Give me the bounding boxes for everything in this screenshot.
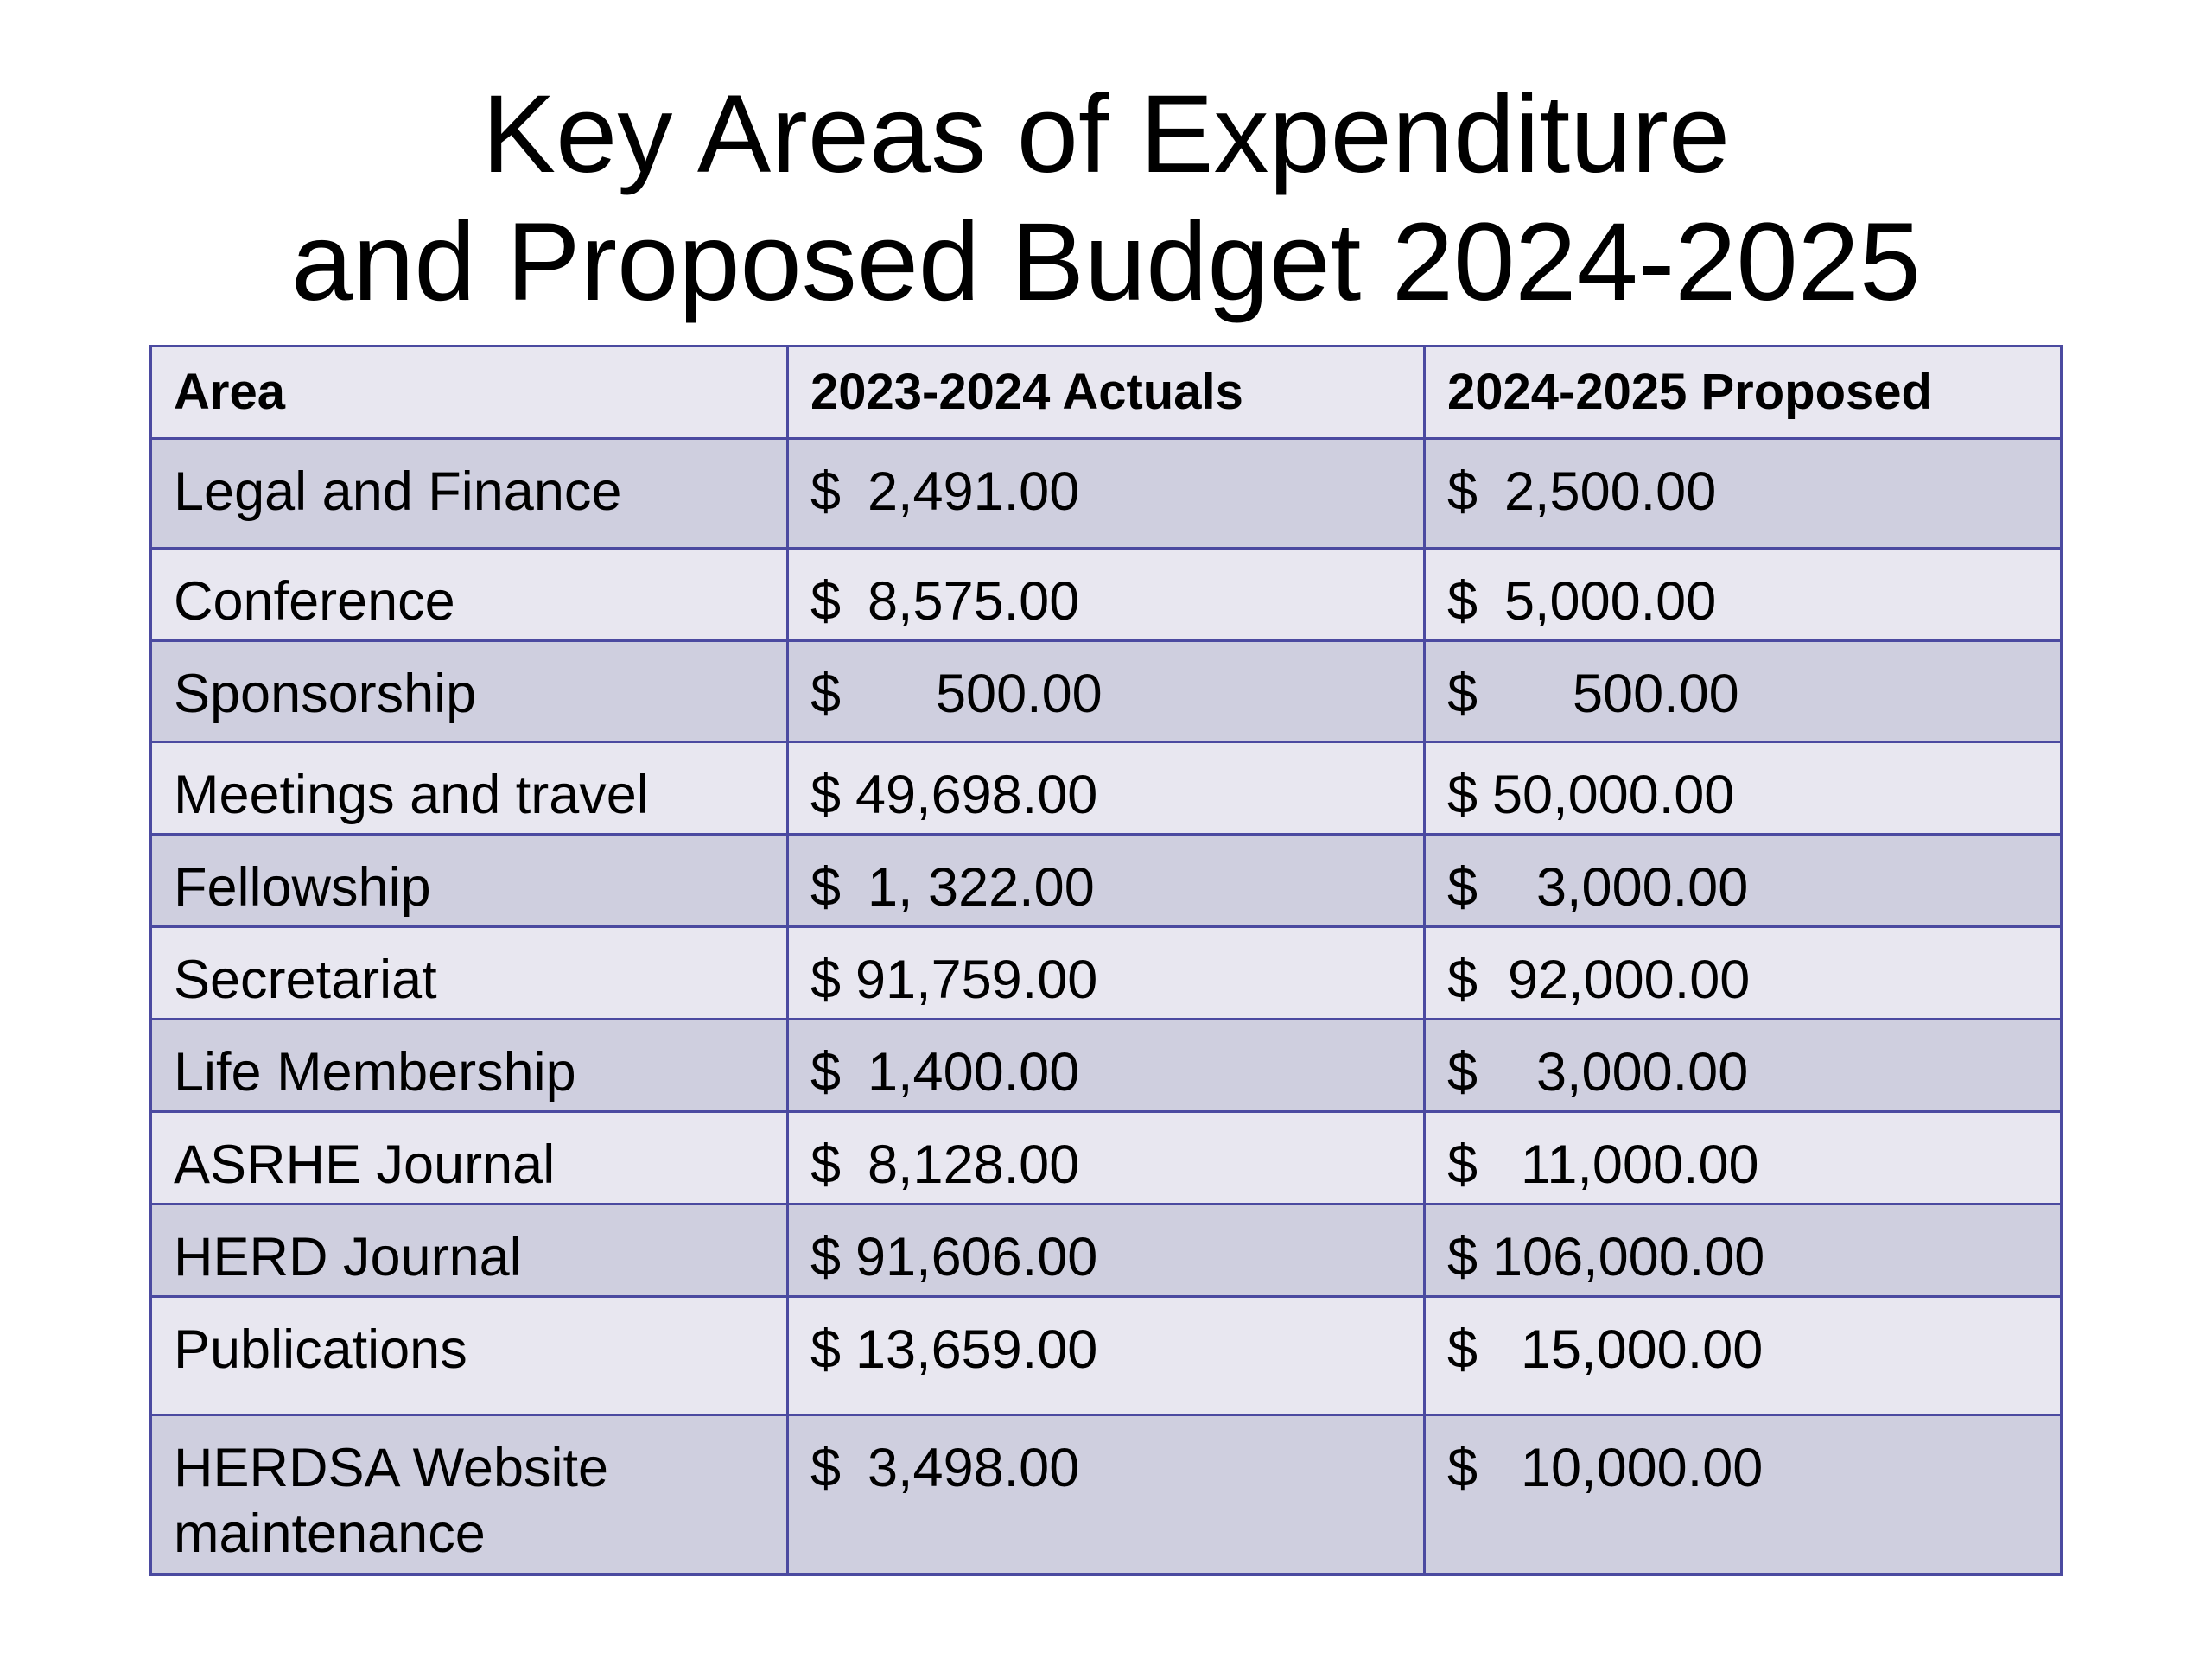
table-row [151,1020,2062,1112]
currency-symbol: $ [1447,1227,1478,1287]
area-cell: Life Membership [151,1020,788,1112]
currency-symbol: $ [1447,571,1478,632]
actual-cell [788,641,1425,742]
proposed-amount: 10,000.00 [1521,1438,1764,1498]
table-row [151,1415,2062,1575]
proposed-amount: 50,000.00 [1492,765,1735,825]
currency-symbol: $ [810,1319,842,1380]
proposed-amount: 15,000.00 [1521,1319,1764,1380]
actual-amount: 1, 322.00 [868,857,1095,918]
actual-amount: 1,400.00 [868,1042,1080,1103]
actual-cell [788,927,1425,1020]
currency-symbol: $ [1447,765,1478,825]
table-row [151,641,2062,742]
proposed-cell [1425,1112,2062,1205]
table-row [151,1112,2062,1205]
actual-cell [788,742,1425,835]
currency-symbol: $ [810,857,842,918]
currency-symbol: $ [1447,1319,1478,1380]
page-title [0,71,2212,327]
proposed-amount: 92,000.00 [1508,950,1751,1010]
actual-amount: 3,498.00 [868,1438,1080,1498]
area-cell: Secretariat [151,927,788,1020]
title-line-2: and Proposed Budget 2024-2025 [291,200,1921,324]
currency-symbol: $ [1447,950,1478,1010]
currency-symbol: $ [1447,461,1478,522]
table-row [151,835,2062,927]
actual-cell [788,439,1425,549]
proposed-cell [1425,927,2062,1020]
area-cell: HERD Journal [151,1205,788,1297]
header-actuals: 2023-2024 Actuals [788,346,1425,439]
currency-symbol: $ [810,1135,842,1195]
area-cell: Fellowship [151,835,788,927]
currency-symbol: $ [810,765,842,825]
budget-table [149,345,2063,1576]
currency-symbol: $ [1447,1135,1478,1195]
table-header-row [151,346,2062,439]
actual-amount: 91,759.00 [855,950,1098,1010]
area-cell: Sponsorship [151,641,788,742]
area-cell: Conference [151,549,788,641]
proposed-amount: 106,000.00 [1492,1227,1765,1287]
header-area: Area [151,346,788,439]
title-line-1: Key Areas of Expenditure [481,73,1731,196]
proposed-amount: 500.00 [1573,664,1739,724]
proposed-cell [1425,1020,2062,1112]
actual-amount: 91,606.00 [855,1227,1098,1287]
proposed-cell [1425,439,2062,549]
actual-amount: 49,698.00 [855,765,1098,825]
proposed-amount: 11,000.00 [1521,1135,1759,1195]
actual-cell [788,1020,1425,1112]
table-row [151,439,2062,549]
actual-amount: 8,128.00 [868,1135,1080,1195]
area-cell: Meetings and travel [151,742,788,835]
actual-cell [788,1112,1425,1205]
table-row [151,927,2062,1020]
proposed-amount: 2,500.00 [1504,461,1717,522]
currency-symbol: $ [1447,1042,1478,1103]
currency-symbol: $ [810,1227,842,1287]
table-body [151,439,2062,1575]
actual-cell [788,835,1425,927]
header-proposed: 2024-2025 Proposed [1425,346,2062,439]
proposed-cell [1425,1205,2062,1297]
table-row [151,549,2062,641]
actual-cell [788,1205,1425,1297]
table-row [151,742,2062,835]
proposed-cell [1425,835,2062,927]
area-cell: ASRHE Journal [151,1112,788,1205]
currency-symbol: $ [810,1438,842,1498]
proposed-cell [1425,1297,2062,1415]
proposed-amount: 3,000.00 [1536,857,1749,918]
proposed-cell [1425,549,2062,641]
currency-symbol: $ [1447,857,1478,918]
actual-amount: 13,659.00 [855,1319,1098,1380]
area-cell: Legal and Finance [151,439,788,549]
actual-cell [788,549,1425,641]
table-row [151,1205,2062,1297]
proposed-cell [1425,641,2062,742]
currency-symbol: $ [810,461,842,522]
table-row [151,1297,2062,1415]
currency-symbol: $ [810,1042,842,1103]
area-cell: Publications [151,1297,788,1415]
currency-symbol: $ [1447,1438,1478,1498]
actual-cell [788,1297,1425,1415]
proposed-cell [1425,742,2062,835]
proposed-amount: 5,000.00 [1504,571,1717,632]
currency-symbol: $ [1447,664,1478,724]
actual-amount: 2,491.00 [868,461,1080,522]
proposed-amount: 3,000.00 [1536,1042,1749,1103]
area-cell: HERDSA Website maintenance [151,1415,788,1575]
actual-cell [788,1415,1425,1575]
actual-amount: 8,575.00 [868,571,1080,632]
currency-symbol: $ [810,571,842,632]
currency-symbol: $ [810,664,842,724]
actual-amount: 500.00 [936,664,1103,724]
currency-symbol: $ [810,950,842,1010]
proposed-cell [1425,1415,2062,1575]
